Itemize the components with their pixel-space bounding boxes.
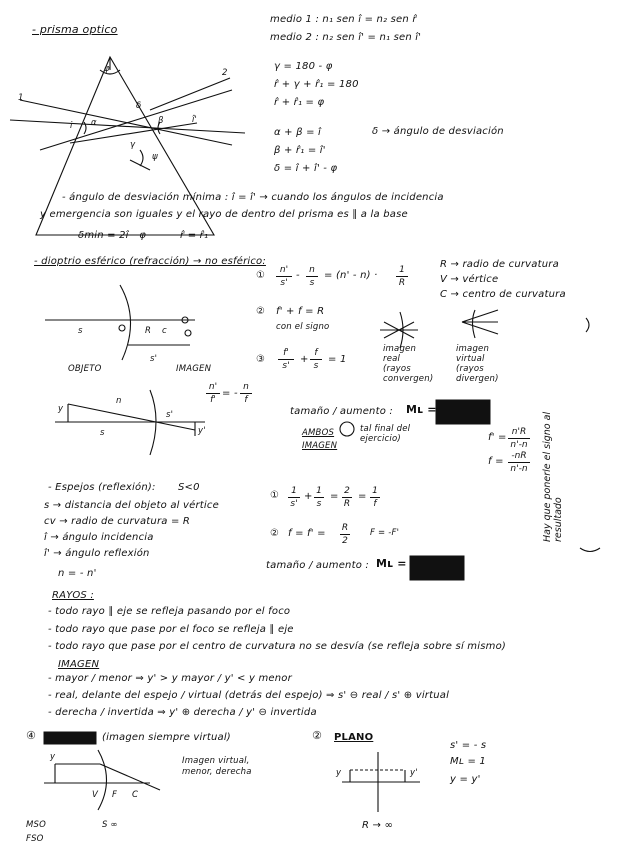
bottom-V: V [92, 790, 99, 800]
eq-marker-2: ② [256, 306, 266, 317]
prism-eq-2: medio 2 : n₂ sen î' = n₁ sen î' [270, 32, 422, 43]
imagen-rule-3: - derecha / invertida ⇒ y' ⊕ derecha / y' ⊖ invertida [48, 707, 317, 718]
plano-eq-3: y = y' [450, 774, 481, 785]
espejos-line-1: s → distancia del objeto al vértice [44, 500, 219, 511]
f-frac: $\frac{-nR}{n'-n}$ [508, 451, 530, 474]
legend-R: R → radio de curvatura [440, 259, 559, 270]
min-deviation-r-eq: r̂ = r̂₁ [180, 230, 209, 241]
plane-mirror-diagram [342, 752, 420, 812]
bottom-fso: FSO [26, 834, 44, 844]
section-title-dioptrio: - dioptrio esférico (refracción) → no esférico: [34, 256, 266, 267]
prism-eq-7: β + r̂₁ = î' [274, 145, 326, 156]
ambos-label: AMBOS [302, 428, 335, 438]
espejos-line-2: cv → radio de curvatura = R [44, 516, 191, 527]
eq-marker-3: ③ [256, 354, 266, 365]
espejos-ml: Mʟ = [376, 557, 407, 570]
label-imagen: IMAGEN [176, 364, 212, 374]
prism-label-gamma: γ [130, 140, 136, 150]
espejos-line-4: î' → ángulo reflexión [44, 548, 150, 559]
virtual-image-caption: imagen virtual (rayos divergen) [456, 344, 499, 384]
bottom-marker-1: ④ [26, 729, 37, 742]
eq-sign: = - [222, 388, 238, 399]
eq-marker-m1: ① [270, 490, 280, 501]
m-frac-4: $\frac{1}{f}$ [370, 486, 380, 509]
imagen-title: IMAGEN [58, 659, 100, 670]
legend-V: V → vértice [440, 274, 499, 285]
frac-n-prime-s-prime: $\frac{n'}{s'}$ [276, 265, 292, 288]
bottom-C: C [132, 790, 139, 800]
minus-sign: - [296, 270, 300, 281]
frac-1-R: $\frac{1}{R}$ [396, 265, 408, 288]
plus-sign: + [300, 354, 309, 365]
m-frac-2: $\frac{1}{s}$ [314, 486, 324, 509]
prism-eq-6: α + β = î [274, 127, 322, 138]
rayos-title: RAYOS : [52, 590, 94, 601]
real-image-sketch [380, 312, 418, 348]
min-deviation-line-1: - ángulo de desviación mínima : î = î' → cuando los ángulos de incidencia [62, 192, 444, 203]
m-eq-F-note: F = -F' [370, 528, 400, 538]
eq1-rhs: = (n' - n) · [324, 270, 378, 281]
prism-ray-label-2: 2 [222, 68, 228, 78]
prism-eq-3: γ = 180 - φ [274, 61, 333, 72]
m-eq2: = [358, 491, 367, 502]
diag2-y: y [58, 404, 64, 414]
prism-eq-4: r̂ + γ + r̂₁ = 180 [274, 79, 359, 90]
m-eq1: = [330, 491, 339, 502]
section-title-espejos: - Espejos (reflexión): [48, 482, 156, 493]
section-title-prism: - prisma optico [32, 23, 118, 36]
espejos-condition: S<0 [178, 482, 200, 493]
prism-label-alpha: α [91, 118, 97, 128]
espejos-size-label: tamaño / aumento : [266, 560, 369, 571]
frac-f-s: $\frac{f}{s}$ [310, 348, 322, 371]
frac-f-prime-s-prime: $\frac{f'}{s'}$ [278, 348, 294, 371]
plano-eq-2: Mʟ = 1 [450, 756, 486, 767]
dioptrio-diagram-2 [55, 390, 205, 455]
frac-n-prime-f-prime: $\frac{n'}{f'}$ [206, 382, 220, 405]
diagram-label-c: c [162, 326, 167, 336]
espejos-line-5: n = - n' [58, 568, 97, 579]
bottom-marker-2: ② [312, 729, 323, 742]
prism-label-beta: β [158, 116, 164, 126]
m-frac-1: $\frac{1}{s'}$ [288, 486, 300, 509]
m-frac-R2: $\frac{R}{2}$ [341, 523, 349, 546]
diag2-yprime: y' [198, 426, 206, 436]
imagen-rule-1: - mayor / menor ⇒ y' > y mayor / y' < y menor [48, 673, 292, 684]
plano-eq-1: s' = - s [450, 740, 487, 751]
prism-eq-8: δ = î + î' - φ [274, 163, 338, 174]
f-label: f = [488, 456, 504, 467]
label-objeto: OBJETO [68, 364, 102, 374]
diagram-label-R: R [145, 326, 152, 336]
eq2: f' + f = R [276, 306, 325, 317]
rayos-rule-1: - todo rayo ∥ eje se refleja pasando por el foco [48, 606, 291, 617]
espejos-line-3: î → ángulo incidencia [44, 532, 154, 543]
prism-label-phi: φ [104, 64, 110, 74]
prism-eq-5: r̂ + r̂₁ = φ [274, 97, 325, 108]
m-eq-f: f = f' = [288, 528, 326, 539]
ambos-note: tal final del ejercicio) [360, 424, 411, 444]
prism-ray-label-1: 1 [18, 93, 24, 103]
prism-label-i: i [70, 121, 73, 131]
bottom-s-inf: S ∞ [102, 820, 118, 830]
prism-label-delta: δ [136, 101, 142, 111]
prism-label-psi: ψ [152, 152, 158, 162]
fprime-frac: $\frac{n'R}{n'-n}$ [508, 427, 530, 450]
plano-title: PLANO [334, 732, 374, 743]
imagen-rule-2: - real, delante del espejo / virtual (detrás del espejo) ⇒ s' ⊖ real / s' ⊕ virtual [48, 690, 450, 701]
eq-marker-m2: ② [270, 528, 280, 539]
frac-n-f: $\frac{n}{f}$ [240, 382, 252, 405]
min-deviation-formula: δmin = 2î - φ [78, 230, 147, 241]
plano-yprime: y' [410, 768, 418, 778]
delta-definition: δ → ángulo de desviación [372, 126, 504, 137]
dioptrio-diagram-1 [45, 285, 195, 360]
ambos-imagen-label: IMAGEN [302, 441, 338, 451]
star-circle-mark [340, 422, 354, 436]
bottom-mso: MSO [26, 820, 47, 830]
dioptrio-ml: Mʟ = [406, 403, 437, 416]
diagram-label-sprime: s' [150, 354, 158, 364]
eq3-rhs: = 1 [328, 354, 347, 365]
m-plus: + [304, 491, 313, 502]
min-deviation-line-2: y emergencia son iguales y el rayo de dentro del prisma es ∥ a la base [40, 209, 408, 220]
eq2-note: con el signo [276, 322, 330, 332]
bottom-F: F [112, 790, 118, 800]
plano-y: y [336, 768, 342, 778]
eq-marker-1: ① [256, 270, 266, 281]
redacted-scribble-2 [410, 556, 464, 580]
frac-n-s: $\frac{n}{s}$ [306, 265, 318, 288]
rayos-rule-3: - todo rayo que pase por el centro de curvatura no se desvía (se refleja sobre sí mismo) [48, 641, 506, 652]
plano-R-inf: R → ∞ [362, 820, 394, 831]
bottom-y-left: y [50, 752, 56, 762]
real-image-caption: imagen real (rayos convergen) [383, 344, 434, 384]
diag2-sprime: s' [166, 410, 174, 420]
virtual-image-sketch [462, 310, 498, 338]
m-frac-3: $\frac{2}{R}$ [343, 486, 351, 509]
redacted-scribble-3 [44, 732, 96, 744]
diagram-label-s: s [78, 326, 83, 336]
convex-desc: Imagen virtual, menor, derecha [182, 756, 252, 777]
convex-note: (imagen siempre virtual) [102, 732, 231, 743]
diag2-n: n [116, 396, 122, 406]
prism-eq-1: medio 1 : n₁ sen î = n₂ sen r̂ [270, 14, 417, 25]
legend-C: C → centro de curvatura [440, 289, 566, 300]
rayos-rule-2: - todo rayo que pase por el foco se refleja ∥ eje [48, 624, 294, 635]
diag2-s: s [100, 428, 105, 438]
side-note-sign: Hay que ponerle el signo al resultado [542, 411, 564, 542]
dioptrio-size-label: tamaño / aumento : [290, 406, 393, 417]
fprime-label: f' = [488, 432, 507, 443]
convex-mirror-diagram [44, 750, 160, 810]
prism-label-i2: î' [192, 115, 198, 125]
redacted-scribble-1 [436, 400, 490, 424]
